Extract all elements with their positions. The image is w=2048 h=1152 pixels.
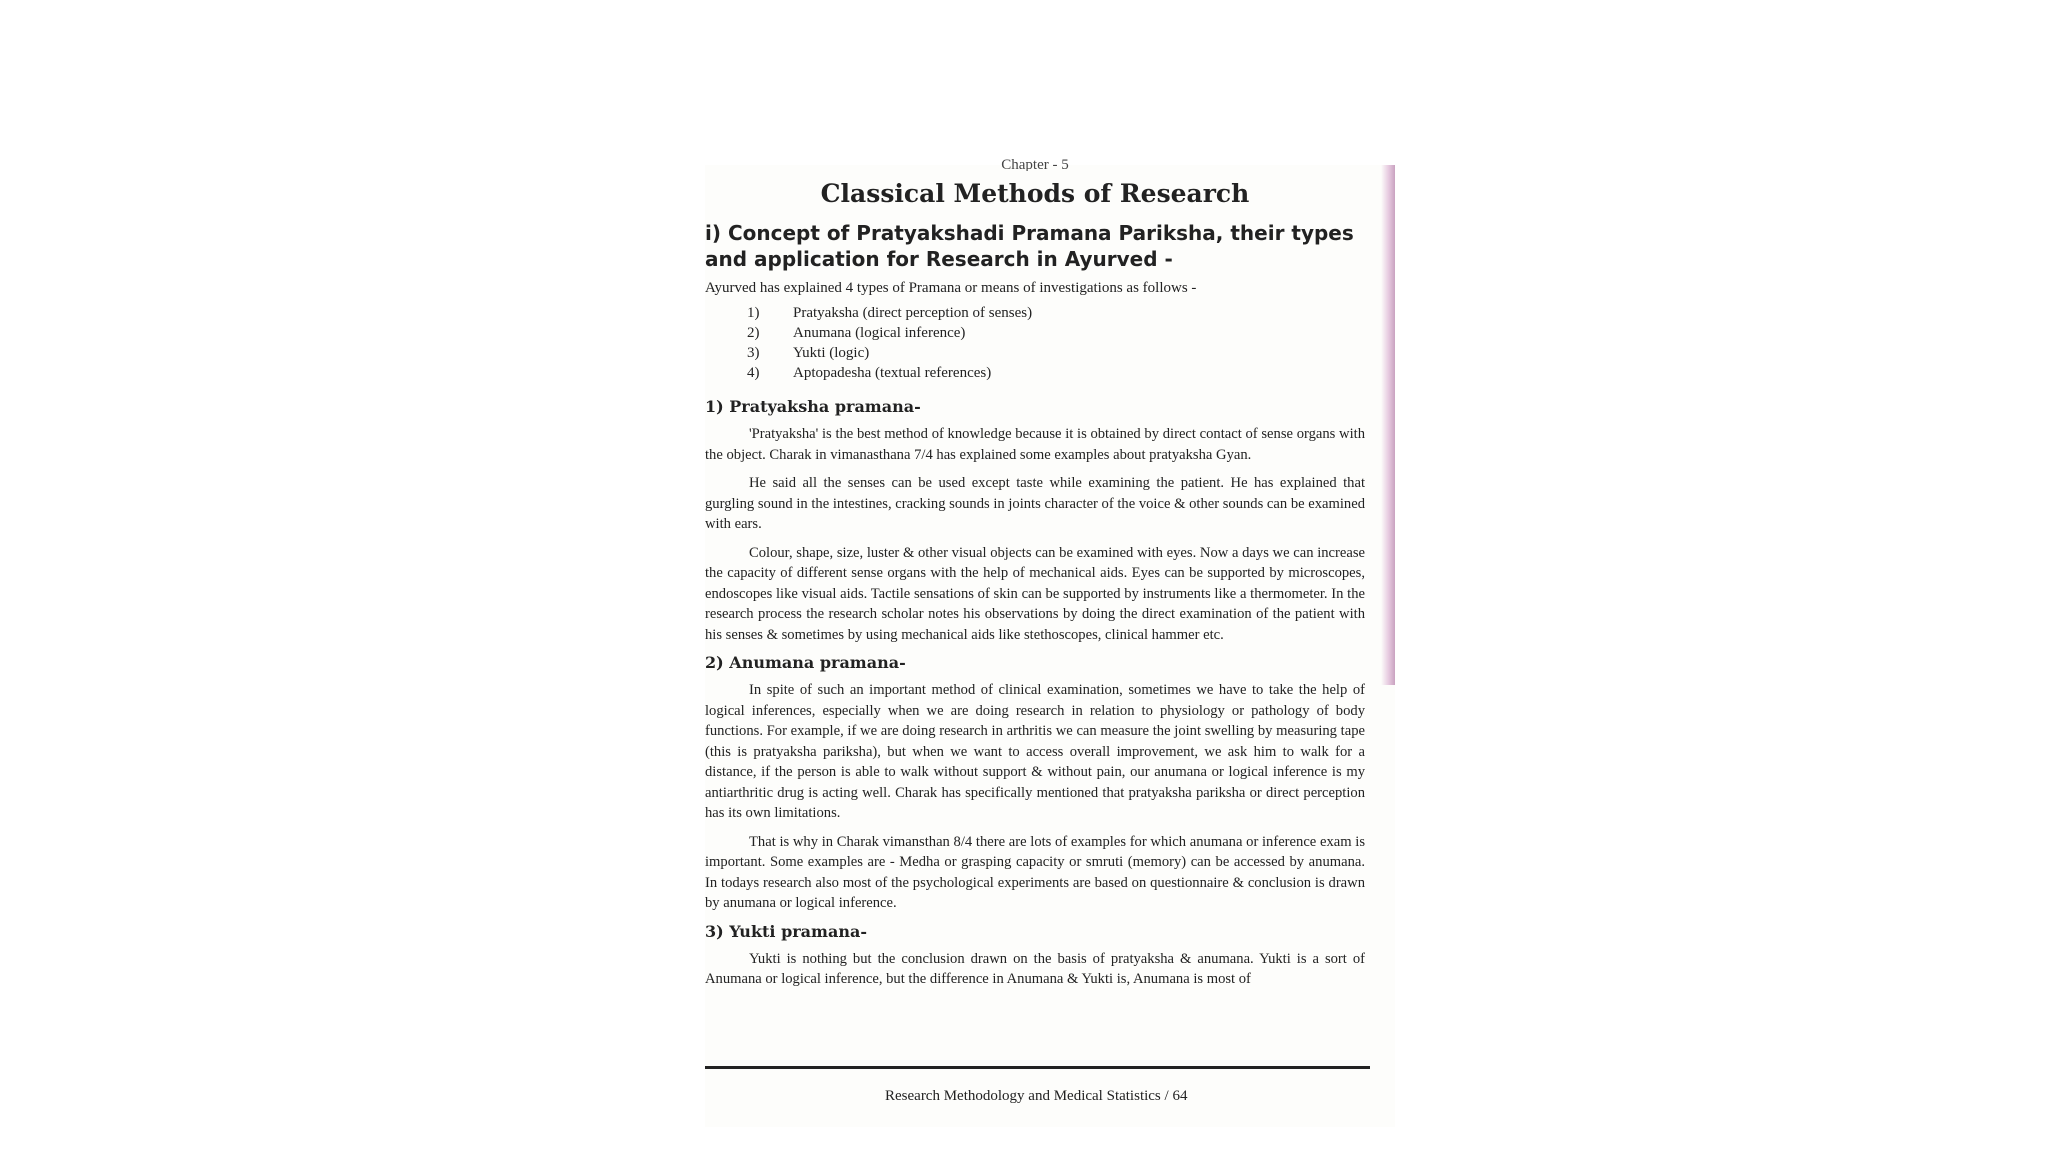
chapter-header: Chapter - 5 <box>1001 157 1069 171</box>
footer-rule <box>705 1066 1370 1069</box>
page-footer: Research Methodology and Medical Statistics / 64 <box>885 1088 1188 1104</box>
page-title: Classical Methods of Research <box>820 179 1250 208</box>
pratyaksha-heading: 1) Pratyaksha pramana- <box>705 397 921 416</box>
paragraph: 'Pratyaksha' is the best method of knowledge because it is obtained by direct contact of sense organs with the object. Charak in vimanasthana 7/4 has explained some examples about pratyaksha Gyan. <box>705 426 1365 463</box>
list-item: 1) Pratyaksha (direct perception of senses) <box>747 305 1033 321</box>
list-item: 3) Yukti (logic) <box>747 345 870 361</box>
anumana-heading: 2) Anumana pramana- <box>705 653 906 672</box>
paragraph: Yukti is nothing but the conclusion drawn on the basis of pratyaksha & anumana. Yukti is a sort of Anumana or logical inference, but the difference in Anumana & Yukti is, Anumana is most of <box>705 950 1365 987</box>
section-heading: i) Concept of Pratyakshadi Pramana Pariksha, their types and application for Research in Ayurved - <box>705 221 1354 271</box>
list-item: 4) Aptopadesha (textual references) <box>747 365 992 381</box>
pramana-types-list <box>705 303 1365 383</box>
book-page <box>705 157 1395 1127</box>
paragraph: Colour, shape, size, luster & other visual objects can be examined with eyes. Now a days we can increase the capacity of different sense organs with the help of mechanical aids. Eyes can be supported by microscopes, endoscopes like visual aids. Tactile sensations of skin can be supported by instruments like a thermometer. In the research process the research scholar notes his observations by doing the direct examination of the patient with his senses & sometimes by using mechanical aids like stethoscopes, clinical hammer etc. <box>705 544 1365 643</box>
intro-text: Ayurved has explained 4 types of Pramana or means of investigations as follows - <box>705 280 1197 296</box>
paragraph: In spite of such an important method of clinical examination, sometimes we have to take the help of logical inferences, especially when we are doing research in relation to physiology or pathology of body functions. For example, if we are doing research in arthritis we can measure the joint swelling by measuring tape (this is pratyaksha pariksha), but when we want to access overall improvement, we ask him to walk for a distance, if the person is able to walk without support & without pain, our anumana or logical inference is my antiarthritic drug is acting well. Charak has specifically mentioned that pratyaksha pariksha or direct perception has its own limitations. <box>705 682 1365 821</box>
list-item: 2) Anumana (logical inference) <box>747 325 966 341</box>
paragraph: He said all the senses can be used except taste while examining the patient. He has explained that gurgling sound in the intestines, cracking sounds in joints character of the voice & other sounds can be examined with ears. <box>705 475 1365 532</box>
yukti-heading: 3) Yukti pramana- <box>705 921 867 941</box>
page-spine-shadow <box>1381 165 1395 685</box>
paragraph: That is why in Charak vimansthan 8/4 there are lots of examples for which anumana or inference exam is important. Some examples are - Medha or grasping capacity or smruti (memory) can be accessed by anumana. In todays research also most of the psychological experiments are based on questionnaire & conclusion is drawn by anumana or logical inference. <box>705 833 1365 911</box>
